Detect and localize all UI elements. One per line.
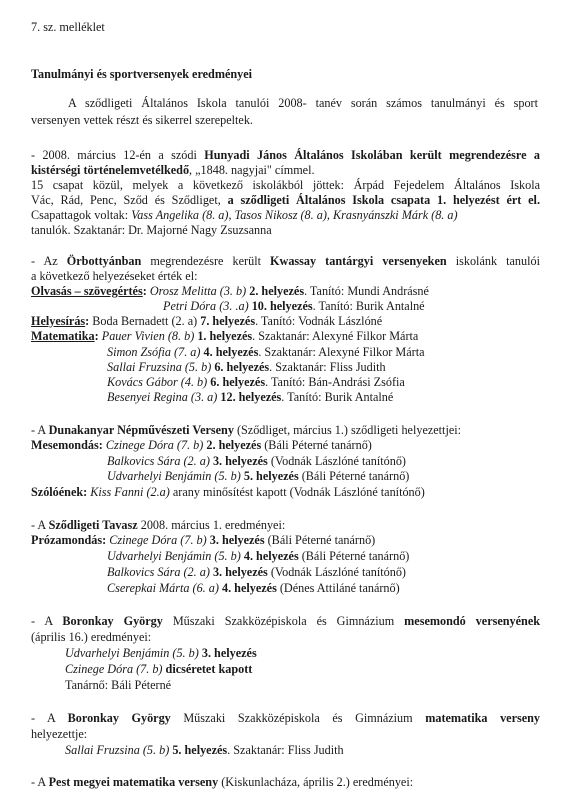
s5-line-1 — [31, 614, 540, 629]
s3-text: (Sződliget, március 1.) sződligeti helyezettjei: — [233, 423, 462, 437]
placement: 2. helyezés — [249, 284, 305, 298]
teacher: . Tanító: Bán-Andrási Zsófia — [265, 375, 405, 389]
s2-result-row — [31, 314, 382, 329]
student-name: Czinege Dóra (7. b) — [106, 533, 210, 547]
teacher: . Szaktanár: Alexyné Filkor Márta — [258, 345, 425, 359]
s5-text: - A — [31, 614, 63, 628]
student-name: Besenyei Regina (3. a) — [107, 390, 221, 404]
placement: 10. helyezés — [251, 299, 313, 313]
s4-text: 2008. március 1. eredményei: — [137, 518, 286, 532]
s6-school: Boronkay György — [67, 711, 171, 725]
teacher: . Tanító: Vodnák Lászlóné — [255, 314, 383, 328]
s2-result-row — [107, 345, 425, 360]
annex-label: 7. sz. melléklet — [31, 20, 105, 34]
student-name: Balkovics Sára (2. a) — [107, 565, 213, 579]
teacher: . Tanító: Burik Antalné — [281, 390, 394, 404]
s1-line-3: 15 csapat közül, melyek a következő iskolákból jöttek: Árpád Fejedelem Általános Iskola — [31, 178, 540, 192]
s2-line-1 — [31, 254, 540, 269]
s6-text: - A — [31, 711, 68, 725]
placement: 5. helyezés — [172, 743, 228, 757]
s1-line-6: tanulók. Szaktanár: Dr. Majorné Nagy Zsuzsanna — [31, 223, 272, 237]
s6-line-1 — [31, 711, 540, 726]
teacher: . Szaktanár: Fliss Judith — [227, 743, 344, 757]
s1-school: Hunyadi János Általános Iskolában került megrendezésre a — [204, 148, 540, 162]
s6-line-2: helyezettje: — [31, 727, 88, 741]
s2-text: - Az — [31, 254, 67, 268]
student-name: Boda Bernadett (2. a) — [89, 314, 201, 328]
colon: : — [98, 438, 103, 452]
colon: : — [83, 485, 88, 499]
s1-line-4 — [31, 193, 540, 208]
s5-teacher: Tanárnő: Báli Péterné — [65, 678, 172, 692]
teacher: . Tanító: Burik Antalné — [312, 299, 425, 313]
teacher: (Dénes Attiláné tanárnő) — [276, 581, 400, 595]
category-label: Helyesírás — [31, 314, 86, 328]
s1-text: Csapattagok voltak: — [31, 208, 132, 222]
s1-competition: kistérségi történelemvetélkedő — [31, 163, 190, 177]
teacher: (Vodnák Lászlóné tanítónő) — [267, 454, 406, 468]
s6-result-row — [65, 743, 344, 758]
s7-competition: Pest megyei matematika verseny — [48, 775, 219, 789]
placement: 7. helyezés — [200, 314, 256, 328]
student-name: Balkovics Sára (2. a) — [107, 454, 213, 468]
teacher: arany minősítést kapott (Vodnák Lászlóné tanítónő) — [169, 485, 425, 499]
placement: 3. helyezés — [212, 454, 268, 468]
category-label: Matematika — [31, 329, 95, 343]
colon: : — [142, 284, 147, 298]
s5-school: Boronkay György — [62, 614, 163, 628]
s3-result-row — [31, 438, 372, 453]
placement: 3. helyezés — [212, 565, 268, 579]
s2-result-row — [107, 375, 405, 390]
s2-place: Örbottyánban — [66, 254, 142, 268]
placement: 2. helyezés — [206, 438, 262, 452]
teacher: . Szaktanár: Fliss Judith — [269, 360, 386, 374]
s3-line-1 — [31, 423, 461, 438]
s2-text: megrendezésre került — [141, 254, 271, 268]
placement: 4. helyezés — [221, 581, 277, 595]
s5-text: Műszaki Szakközépiskola és Gimnázium — [162, 614, 405, 628]
teacher: (Báli Péterné tanárnő) — [261, 438, 372, 452]
s1-line-5 — [31, 208, 458, 223]
s3-result-row — [31, 485, 425, 500]
s3-result-row — [107, 454, 406, 469]
s1-result: a sződligeti Általános Iskola csapata 1. helyezést ért el. — [227, 193, 540, 207]
student-name: Udvarhelyi Benjámin (5. b) — [107, 469, 244, 483]
s2-text: iskolánk tanulói — [446, 254, 540, 268]
student-name: Udvarhelyi Benjámin (5. b) — [65, 646, 202, 660]
colon: : — [94, 329, 99, 343]
placement: 1. helyezés — [197, 329, 253, 343]
s7-text: (Kiskunlacháza, április 2.) eredményei: — [218, 775, 414, 789]
placement: 12. helyezés — [220, 390, 282, 404]
s4-text: - A — [31, 518, 49, 532]
student-name: Udvarhelyi Benjámin (5. b) — [107, 549, 244, 563]
s3-competition: Dunakanyar Népművészeti Verseny — [48, 423, 234, 437]
s7-text: - A — [31, 775, 49, 789]
s4-result-row — [107, 565, 406, 580]
placement: 3. helyezés — [209, 533, 265, 547]
student-name: Pauer Vivien (8. b) — [98, 329, 198, 343]
student-name: Petri Dóra (3. .a) — [163, 299, 252, 313]
s2-competition: Kwassay tantárgyi versenyeken — [270, 254, 447, 268]
category-label: Prózamondás — [31, 533, 103, 547]
s1-team-members: Vass Angelika (8. a), Tasos Nikosz (8. a), Krasnyánszki Márk (8. a) — [131, 208, 458, 222]
s2-line-2: a következő helyezéseket érték el: — [31, 269, 198, 283]
colon: : — [102, 533, 107, 547]
student-name: Kovács Gábor (4. b) — [107, 375, 211, 389]
s4-result-row — [31, 533, 375, 548]
student-name: Sallai Fruzsina (5. b) — [107, 360, 215, 374]
category-label: Mesemondás — [31, 438, 99, 452]
s7-line-1 — [31, 775, 413, 790]
student-name: Czinege Dóra (7. b) — [65, 662, 166, 676]
s5-line-2: (április 16.) eredményei: — [31, 630, 152, 644]
s4-competition: Sződligeti Tavasz — [48, 518, 138, 532]
s5-competition: mesemondó versenyének — [404, 614, 540, 628]
placement: 4. helyezés — [203, 345, 259, 359]
placement: 6. helyezés — [210, 375, 266, 389]
page-title: Tanulmányi és sportversenyek eredményei — [31, 67, 253, 81]
s5-result-row — [65, 662, 252, 677]
s1-text: , „1848. nagyjai" címmel. — [189, 163, 315, 177]
teacher: (Báli Péterné tanárnő) — [298, 469, 410, 483]
s3-result-row — [107, 469, 409, 484]
teacher: . Tanító: Mundi Andrásné — [304, 284, 429, 298]
s1-line-1 — [31, 148, 540, 163]
s3-text: - A — [31, 423, 49, 437]
student-name: Sallai Fruzsina (5. b) — [65, 743, 173, 757]
s4-result-row — [107, 581, 400, 596]
teacher: (Báli Péterné tanárnő) — [298, 549, 410, 563]
s6-competition: matematika verseny — [425, 711, 540, 725]
category-label: Szólóének — [31, 485, 84, 499]
intro-line-2: versenyen vettek részt és sikerrel szerepeltek. — [31, 113, 253, 127]
s4-line-1 — [31, 518, 285, 533]
student-name: Kiss Fanni (2.a) — [87, 485, 170, 499]
s2-result-row — [107, 360, 386, 375]
placement: dicséretet kapott — [165, 662, 253, 676]
s4-result-row — [107, 549, 409, 564]
teacher: (Vodnák Lászlóné tanítónő) — [267, 565, 406, 579]
teacher: (Báli Péterné tanárnő) — [264, 533, 376, 547]
student-name: Orosz Melitta (3. b) — [146, 284, 250, 298]
student-name: Czinege Dóra (7. b) — [102, 438, 207, 452]
s1-line-2 — [31, 163, 315, 178]
placement: 4. helyezés — [243, 549, 299, 563]
placement: 6. helyezés — [214, 360, 270, 374]
teacher: . Szaktanár: Alexyné Filkor Márta — [252, 329, 419, 343]
s2-result-row — [31, 284, 429, 299]
s5-result-row — [65, 646, 257, 661]
placement: 5. helyezés — [243, 469, 299, 483]
intro-line-1: A sződligeti Általános Iskola tanulói 2008- tanév során számos tanulmányi és sport — [68, 96, 538, 110]
student-name: Simon Zsófia (7. a) — [107, 345, 204, 359]
s2-result-row — [163, 299, 425, 314]
s2-result-row — [107, 390, 393, 405]
s2-result-row — [31, 329, 418, 344]
placement: 3. helyezés — [201, 646, 257, 660]
colon: : — [85, 314, 90, 328]
student-name: Cserepkai Márta (6. a) — [107, 581, 222, 595]
category-label: Olvasás – szövegértés — [31, 284, 143, 298]
s1-text: - 2008. március 12-én a szódi — [31, 148, 205, 162]
s1-text: Vác, Rád, Penc, Sződ és Sződliget, — [31, 193, 228, 207]
s6-text: Műszaki Szakközépiskola és Gimnázium — [170, 711, 426, 725]
